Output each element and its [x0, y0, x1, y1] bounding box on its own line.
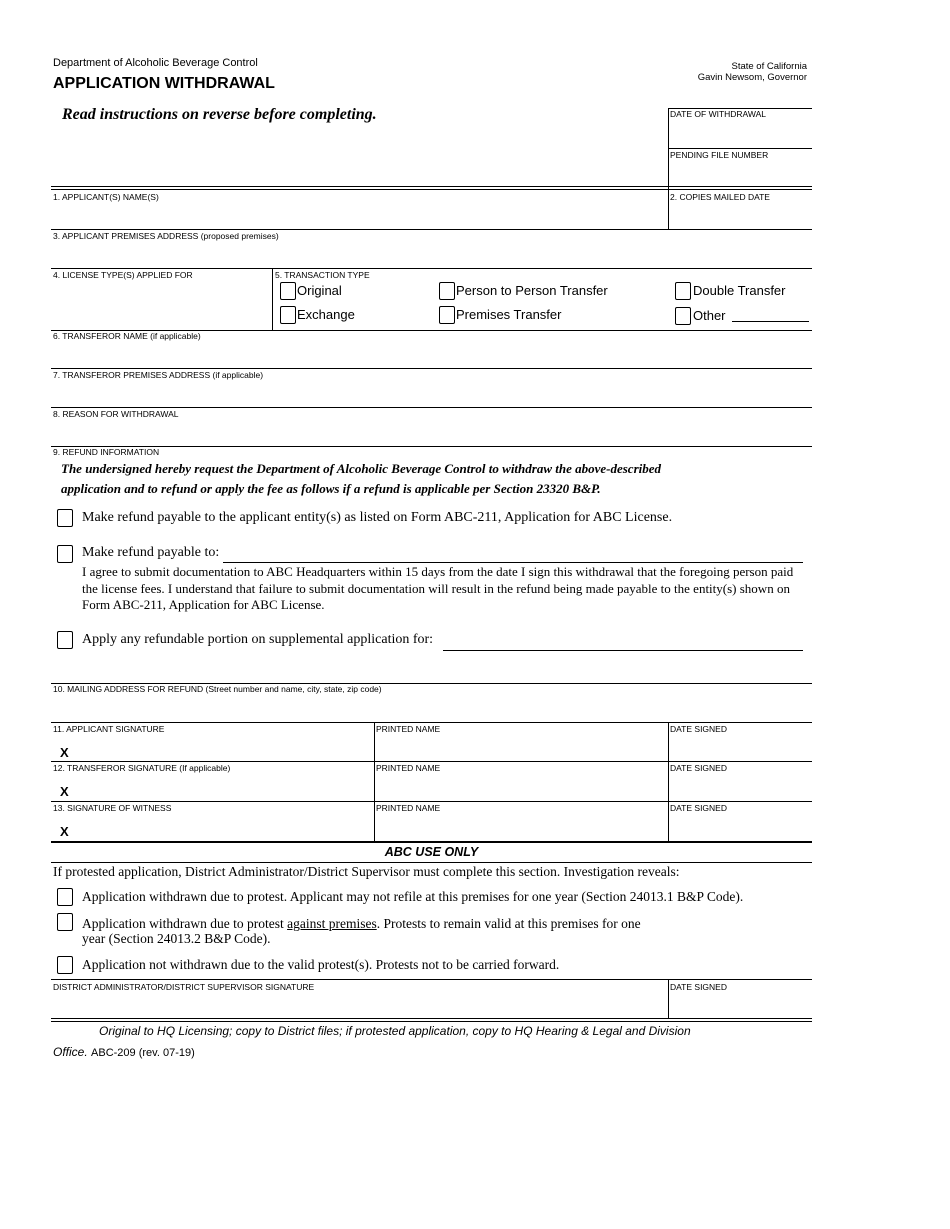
original-option: Original	[297, 283, 342, 298]
withdrawn-due-to-protest-checkbox[interactable]	[57, 888, 73, 906]
witness-signature-x: X	[60, 824, 69, 839]
not-withdrawn-checkbox[interactable]	[57, 956, 73, 974]
opt2-post: . Protests to remain valid at this premises for one	[376, 916, 641, 931]
person-to-person-option: Person to Person Transfer	[456, 283, 608, 298]
divider	[51, 979, 812, 980]
refund-to-applicant-text: Make refund payable to the applicant entity(s) as listed on Form ABC-211, Application for ABC License.	[82, 510, 673, 525]
mailing-address-label: 10. MAILING ADDRESS FOR REFUND (Street number and name, city, state, zip code)	[53, 684, 382, 694]
withdrawn-against-premises-text-line2: year (Section 24013.2 B&P Code).	[82, 931, 271, 946]
applicant-printed-name-label: PRINTED NAME	[376, 724, 441, 734]
applicant-signature-label: 11. APPLICANT SIGNATURE	[53, 724, 165, 734]
premises-transfer-option: Premises Transfer	[456, 307, 562, 322]
distribution-note-line2	[53, 1045, 195, 1059]
withdrawn-against-premises-checkbox[interactable]	[57, 913, 73, 931]
double-transfer-option: Double Transfer	[693, 283, 786, 298]
other-checkbox[interactable]	[675, 307, 691, 325]
transferor-signature-x: X	[60, 784, 69, 799]
distribution-note-office: Office.	[53, 1045, 88, 1059]
transferor-date-signed-label: DATE SIGNED	[670, 763, 727, 773]
form-number: ABC-209 (rev. 07-19)	[91, 1047, 195, 1059]
witness-signature-label: 13. SIGNATURE OF WITNESS	[53, 803, 172, 813]
witness-date-signed-field[interactable]	[670, 814, 812, 838]
copies-mailed-date-label: 2. COPIES MAILED DATE	[670, 192, 770, 202]
pending-file-number-field[interactable]	[668, 160, 812, 186]
original-checkbox[interactable]	[280, 282, 296, 300]
other-input-line[interactable]	[732, 321, 809, 322]
divider	[51, 1021, 812, 1022]
transferor-address-field[interactable]	[51, 380, 812, 406]
exchange-checkbox[interactable]	[280, 306, 296, 324]
refund-request-line1: The undersigned hereby request the Department of Alcoholic Beverage Control to withdraw the above-described	[61, 461, 662, 476]
applicant-name-field[interactable]	[51, 202, 666, 228]
refund-to-applicant-checkbox[interactable]	[57, 509, 73, 527]
supplemental-application-input-line[interactable]	[443, 650, 803, 651]
applicant-date-signed-label: DATE SIGNED	[670, 724, 727, 734]
supervisor-date-signed-label: DATE SIGNED	[670, 982, 727, 992]
opt2-underlined: against premises	[287, 916, 377, 931]
transferor-printed-name-label: PRINTED NAME	[376, 763, 441, 773]
date-of-withdrawal-field[interactable]	[668, 118, 812, 147]
applicant-printed-name-field[interactable]	[376, 735, 666, 759]
applicant-date-signed-field[interactable]	[670, 735, 812, 759]
transferor-signature-field[interactable]	[72, 774, 370, 798]
person-to-person-checkbox[interactable]	[439, 282, 455, 300]
transferor-name-label: 6. TRANSFEROR NAME (if applicable)	[53, 331, 201, 341]
divider	[51, 1018, 812, 1019]
transferor-name-field[interactable]	[51, 341, 812, 367]
form-title: APPLICATION WITHDRAWAL	[53, 75, 275, 92]
divider	[272, 268, 273, 330]
refund-payee-input-line[interactable]	[223, 562, 803, 563]
governor-name: Gavin Newsom, Governor	[697, 72, 807, 83]
divider	[668, 148, 812, 149]
premises-transfer-checkbox[interactable]	[439, 306, 455, 324]
transferor-signature-label: 12. TRANSFEROR SIGNATURE (If applicable)	[53, 763, 231, 773]
supplemental-application-checkbox[interactable]	[57, 631, 73, 649]
divider	[51, 186, 812, 187]
divider	[51, 368, 812, 369]
state-name: State of California	[731, 61, 807, 72]
opt2-pre: Application withdrawn due to protest	[82, 916, 288, 931]
divider	[51, 801, 812, 802]
divider	[51, 722, 812, 723]
applicant-signature-x: X	[60, 745, 69, 760]
premises-address-field[interactable]	[51, 241, 812, 267]
exchange-option: Exchange	[297, 307, 355, 322]
instructions-note: Read instructions on reverse before completing.	[62, 106, 377, 123]
pending-file-number-label: PENDING FILE NUMBER	[670, 150, 769, 160]
reason-label: 8. REASON FOR WITHDRAWAL	[53, 409, 179, 419]
reason-field[interactable]	[51, 419, 812, 445]
divider	[374, 722, 375, 841]
witness-date-signed-label: DATE SIGNED	[670, 803, 727, 813]
license-types-field[interactable]	[51, 280, 270, 328]
divider	[51, 841, 812, 843]
divider	[51, 446, 812, 447]
date-of-withdrawal-label: DATE OF WITHDRAWAL	[670, 109, 767, 119]
refund-payable-to-checkbox[interactable]	[57, 545, 73, 563]
applicant-signature-field[interactable]	[72, 735, 370, 759]
premises-address-label: 3. APPLICANT PREMISES ADDRESS (proposed premises)	[53, 231, 279, 241]
divider	[51, 761, 812, 762]
divider	[51, 229, 812, 230]
witness-printed-name-label: PRINTED NAME	[376, 803, 441, 813]
refund-request-line2: application and to refund or apply the fee as follows if a refund is applicable per Section 23320 B&P.	[61, 481, 601, 496]
divider	[668, 722, 669, 841]
supervisor-signature-field[interactable]	[51, 992, 666, 1016]
other-option: Other	[693, 308, 726, 323]
transferor-address-label: 7. TRANSFEROR PREMISES ADDRESS (if applicable)	[53, 370, 264, 380]
divider	[51, 268, 812, 269]
applicant-name-label: 1. APPLICANT(S) NAME(S)	[53, 192, 159, 202]
refund-agreement-text: I agree to submit documentation to ABC Headquarters within 15 days from the date I sign this withdrawal that the foregoing person paid the license fees. I understand that failure to submit documentation will result in the refund being made payable to the entity(s) shown on Form ABC-211, Application for ABC License.	[82, 564, 794, 612]
withdrawn-due-to-protest-text: Application withdrawn due to protest. Applicant may not refile at this premises for one year (Section 24013.1 B&P Code).	[82, 889, 744, 904]
transferor-printed-name-field[interactable]	[376, 774, 666, 798]
distribution-note-line1: Original to HQ Licensing; copy to District files; if protested application, copy to HQ Hearing & Legal and Division	[99, 1024, 691, 1038]
divider	[51, 862, 812, 863]
abc-use-intro: If protested application, District Administrator/District Supervisor must complete this section. Investigation reveals:	[53, 864, 680, 879]
supervisor-date-signed-field[interactable]	[670, 992, 812, 1016]
license-types-label: 4. LICENSE TYPE(S) APPLIED FOR	[53, 270, 193, 280]
refund-payable-to-text: Make refund payable to:	[82, 545, 220, 560]
witness-printed-name-field[interactable]	[376, 814, 666, 838]
witness-signature-field[interactable]	[72, 814, 370, 838]
divider	[51, 189, 812, 190]
divider	[668, 979, 669, 1019]
transaction-type-label: 5. TRANSACTION TYPE	[275, 270, 370, 280]
not-withdrawn-text: Application not withdrawn due to the valid protest(s). Protests not to be carried forward.	[82, 957, 560, 972]
withdrawn-against-premises-text	[82, 916, 641, 932]
refund-info-label: 9. REFUND INFORMATION	[53, 447, 160, 457]
supplemental-application-text: Apply any refundable portion on supplemental application for:	[82, 632, 434, 647]
mailing-address-field[interactable]	[51, 694, 812, 720]
department-name: Department of Alcoholic Beverage Control	[53, 57, 258, 69]
abc-use-only-heading: ABC USE ONLY	[384, 845, 479, 859]
transferor-date-signed-field[interactable]	[670, 774, 812, 798]
double-transfer-checkbox[interactable]	[675, 282, 691, 300]
supervisor-signature-label: DISTRICT ADMINISTRATOR/DISTRICT SUPERVISOR SIGNATURE	[53, 982, 315, 992]
copies-mailed-date-field[interactable]	[668, 202, 812, 228]
divider	[51, 407, 812, 408]
